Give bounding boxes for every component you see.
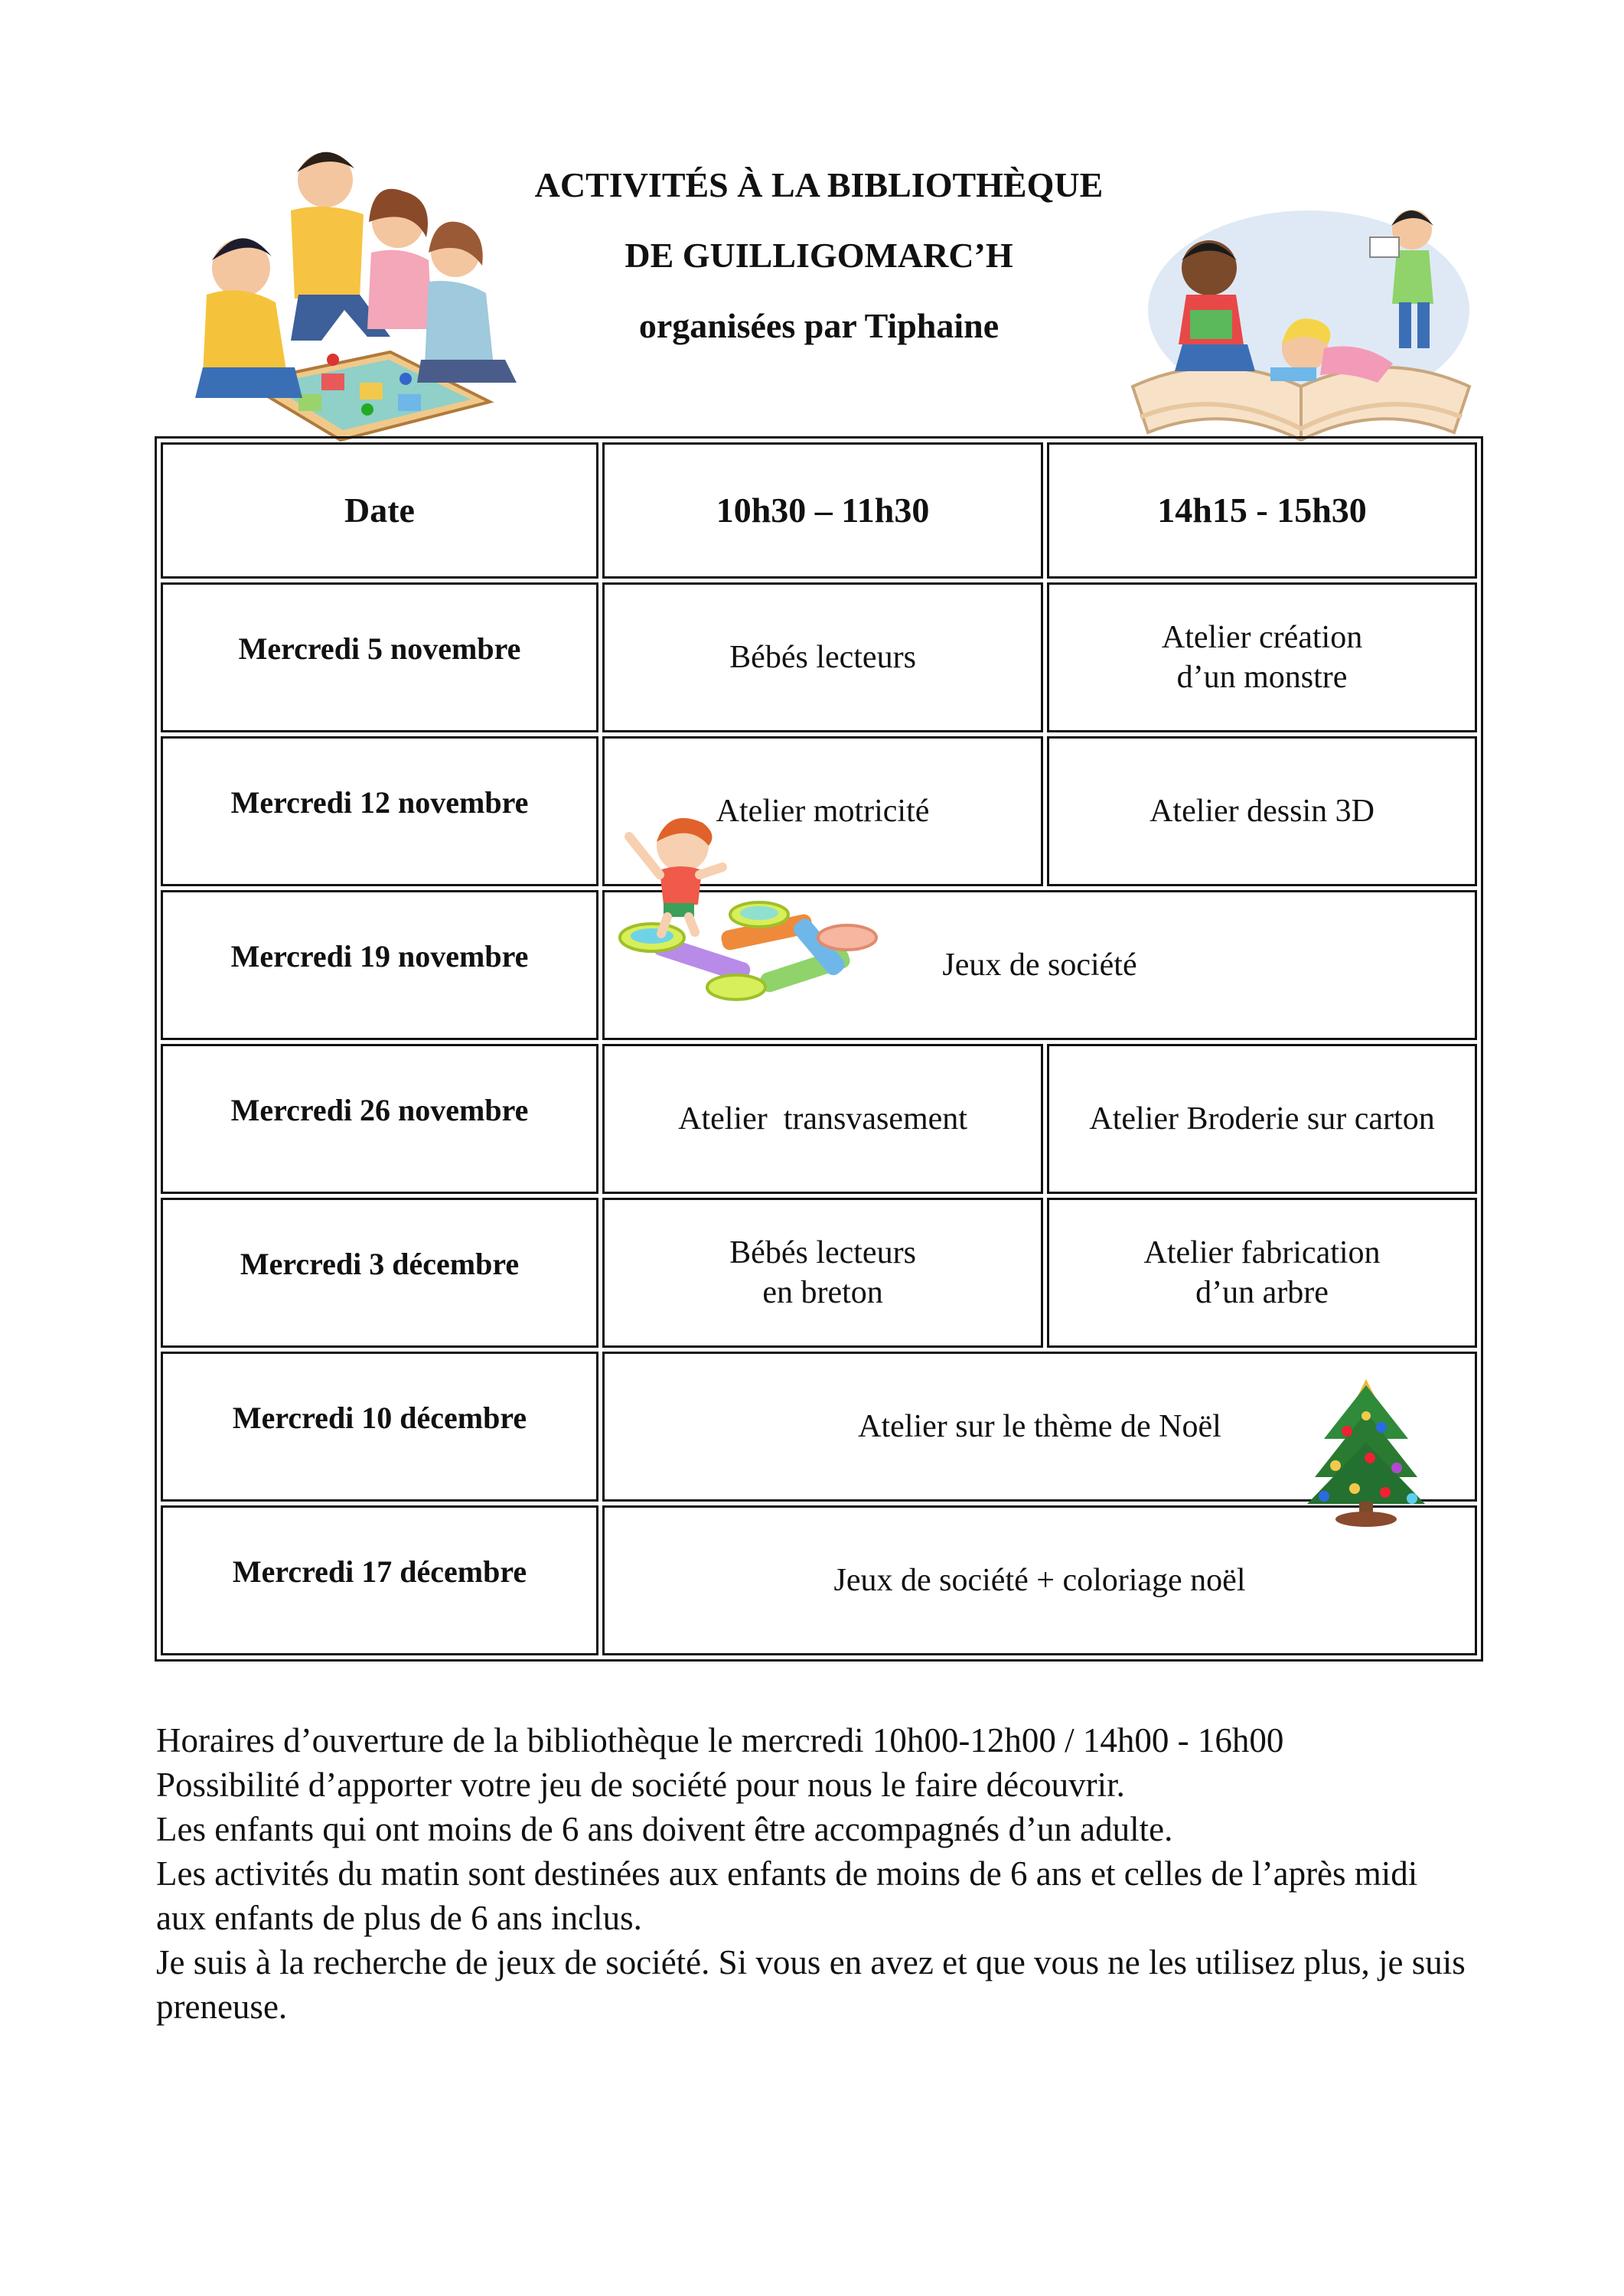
christmas-tree-illustration — [1301, 1370, 1431, 1531]
activities-schedule-table — [155, 436, 1483, 1662]
header-afternoon: 14h15 - 15h30 — [1047, 442, 1477, 579]
note-age-groups: Les activités du matin sont destinées aux enfants de moins de 6 ans et celles de l’après midi aux enfants de plus de 6 ans inclus. — [156, 1854, 1418, 1937]
header-date: Date — [161, 442, 598, 579]
row-afternoon-activity: Atelier fabrication d’un arbre — [1047, 1198, 1477, 1348]
note-accompanied: Les enfants qui ont moins de 6 ans doivent être accompagnés d’un adulte. — [156, 1810, 1173, 1848]
page-title — [429, 150, 1209, 361]
row-date: Mercredi 5 novembre — [161, 582, 598, 732]
title-line-1: ACTIVITÉS À LA BIBLIOTHÈQUE — [534, 165, 1104, 204]
activity-text: Atelier sur le thème de Noël — [858, 1409, 1221, 1444]
activity-text: Jeux de société + coloriage noël — [833, 1563, 1246, 1598]
activity-text: Jeux de société — [942, 947, 1137, 983]
title-line-2: DE GUILLIGOMARC’H — [624, 236, 1013, 275]
table-row — [161, 1505, 1477, 1655]
row-date: Mercredi 3 décembre — [161, 1198, 598, 1348]
table-row — [161, 582, 1477, 732]
row-date: Mercredi 19 novembre — [161, 890, 598, 1040]
table-row — [161, 1044, 1477, 1194]
child-balance-path-illustration — [606, 807, 893, 1014]
header-morning: 10h30 – 11h30 — [602, 442, 1043, 579]
title-line-3: organisées par Tiphaine — [638, 306, 1000, 345]
row-date: Mercredi 26 novembre — [161, 1044, 598, 1194]
row-morning-activity: Atelier motricité — [602, 736, 1043, 886]
row-morning-activity: Bébés lecteurs — [602, 582, 1043, 732]
table-header-row — [161, 442, 1477, 579]
note-looking-for-games: Je suis à la recherche de jeux de société. Si vous en avez et que vous ne les utilisez plus, je suis preneuse. — [156, 1943, 1466, 2026]
children-board-game-illustration — [168, 130, 528, 444]
information-notes — [156, 1718, 1472, 2029]
note-bring-game: Possibilité d’apporter votre jeu de société pour nous le faire découvrir. — [156, 1766, 1125, 1804]
row-date: Mercredi 17 décembre — [161, 1505, 598, 1655]
row-afternoon-activity: Atelier dessin 3D — [1047, 736, 1477, 886]
row-afternoon-activity: Atelier création d’un monstre — [1047, 582, 1477, 732]
row-morning-activity: Bébés lecteurs en breton — [602, 1198, 1043, 1348]
table-row — [161, 1352, 1477, 1502]
table-row — [161, 1198, 1477, 1348]
row-date: Mercredi 12 novembre — [161, 736, 598, 886]
row-morning-activity: Atelier transvasement — [602, 1044, 1043, 1194]
row-afternoon-activity: Atelier Broderie sur carton — [1047, 1044, 1477, 1194]
row-date: Mercredi 10 décembre — [161, 1352, 598, 1502]
note-opening-hours: Horaires d’ouverture de la bibliothèque le mercredi 10h00-12h00 / 14h00 - 16h00 — [156, 1721, 1284, 1760]
